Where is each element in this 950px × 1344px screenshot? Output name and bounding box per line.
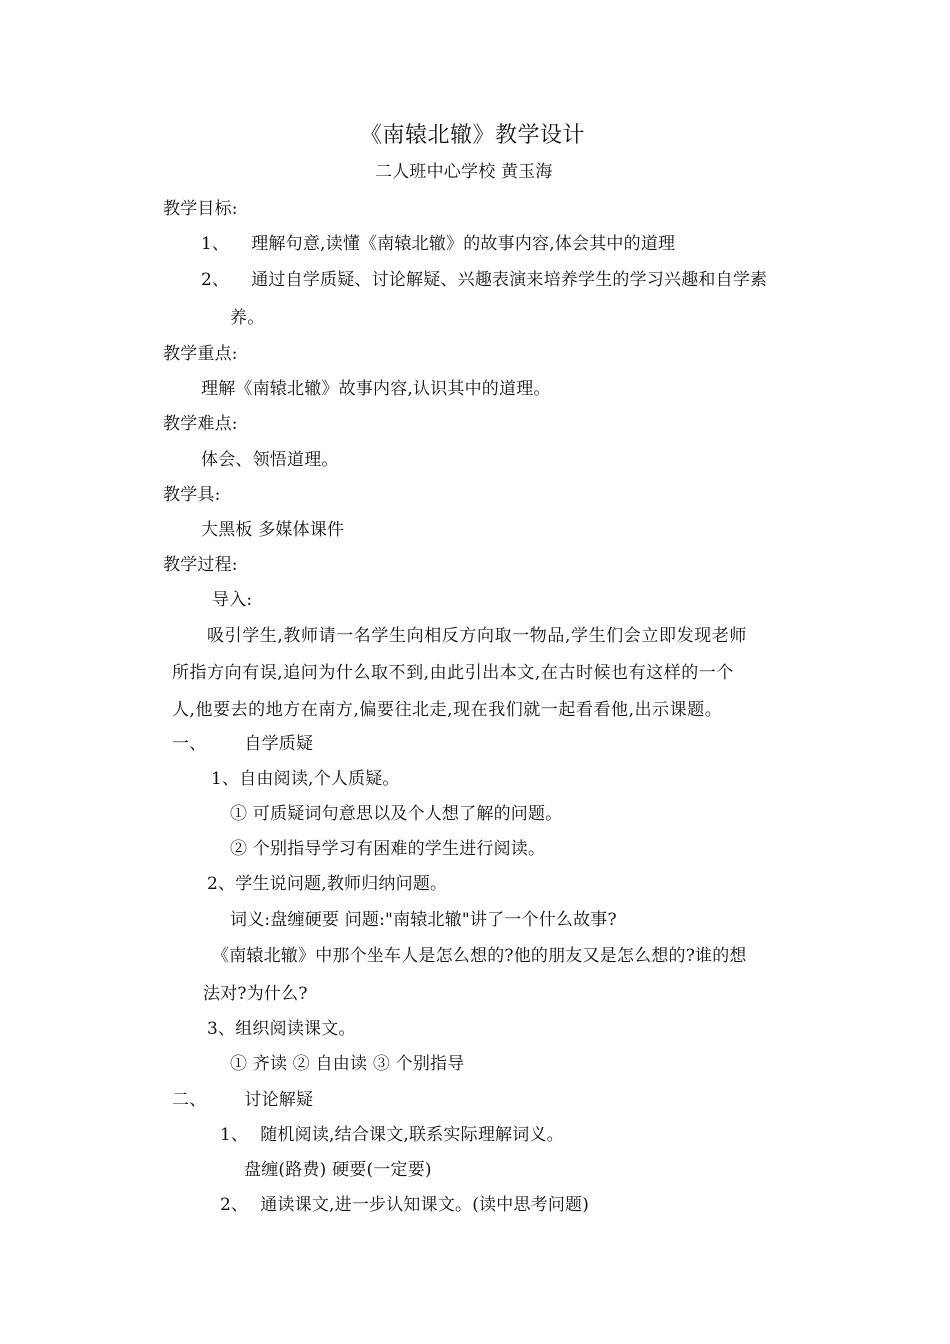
intro-label: 导入:	[212, 590, 253, 610]
section-2-words: 盘缠(路费) 硬要(一定要)	[244, 1160, 432, 1180]
difficulties-text: 体会、领悟道理。	[201, 450, 339, 470]
section-1-vocab: 词义:盘缠硬要 问题:"南辕北辙"讲了一个什么故事?	[230, 910, 617, 930]
difficulties-heading: 教学难点:	[163, 414, 238, 434]
section-1-title: 自学质疑	[244, 734, 314, 754]
process-heading: 教学过程:	[163, 555, 238, 575]
goal-item-2-continuation: 养。	[230, 308, 265, 328]
goal-item-1	[201, 233, 675, 255]
section-2-number: 二、	[172, 1090, 207, 1110]
key-points-text: 理解《南辕北辙》故事内容,认识其中的道理。	[201, 379, 551, 399]
goal-item-2-text: 通过自学质疑、讨论解疑、兴趣表演来培养学生的学习兴趣和自学素	[251, 270, 768, 290]
section-1-number: 一、	[172, 734, 207, 754]
section-2-heading	[172, 1089, 313, 1111]
section-2-step-1-number: 1、	[220, 1125, 249, 1145]
intro-paragraph-line-1: 吸引学生,教师请一名学生向相反方向取一物品,学生们会立即发现老师	[207, 626, 748, 646]
goal-item-2-number: 2、	[201, 270, 230, 290]
author-line: 二人班中心学校 黄玉海	[375, 162, 553, 182]
goals-heading: 教学目标:	[163, 199, 238, 219]
section-1-question-line-1: 《南辕北辙》中那个坐车人是怎么想的?他的朋友又是怎么想的?谁的想	[212, 946, 747, 966]
section-1-step-3: 3、组织阅读课文。	[207, 1019, 356, 1039]
section-1-step-1: 1、自由阅读,个人质疑。	[211, 769, 400, 789]
section-1-question-line-2: 法对?为什么?	[203, 984, 308, 1004]
tools-heading: 教学具:	[163, 485, 221, 505]
goal-item-1-number: 1、	[201, 234, 230, 254]
goal-item-2	[201, 269, 767, 291]
section-2-step-1-text: 随机阅读,结合课文,联系实际理解词义。	[260, 1125, 564, 1145]
section-2-step-2-number: 2、	[220, 1195, 249, 1215]
intro-paragraph-line-2: 所指方向有误,追问为什么取不到,由此引出本文,在古时候也有这样的一个	[172, 663, 734, 683]
section-1-heading	[172, 733, 313, 755]
section-2-step-1	[220, 1124, 564, 1146]
section-1-sub-1: ① 可质疑词句意思以及个人想了解的问题。	[230, 804, 563, 824]
section-2-step-2	[220, 1194, 589, 1216]
section-1-read-modes: ① 齐读 ② 自由读 ③ 个别指导	[230, 1054, 465, 1074]
section-1-sub-2: ② 个别指导学习有困难的学生进行阅读。	[230, 839, 546, 859]
intro-paragraph-line-3: 人,他要去的地方在南方,偏要往北走,现在我们就一起看看他,出示课题。	[172, 700, 723, 720]
section-2-title: 讨论解疑	[244, 1090, 314, 1110]
section-1-step-2: 2、学生说问题,教师归纳问题。	[207, 874, 448, 894]
tools-text: 大黑板 多媒体课件	[201, 520, 345, 540]
section-2-step-2-text: 通读课文,进一步认知课文。(读中思考问题)	[260, 1195, 590, 1215]
key-points-heading: 教学重点:	[163, 344, 238, 364]
document-title: 《南辕北辙》教学设计	[360, 123, 586, 148]
goal-item-1-text: 理解句意,读懂《南辕北辙》的故事内容,体会其中的道理	[251, 234, 676, 254]
